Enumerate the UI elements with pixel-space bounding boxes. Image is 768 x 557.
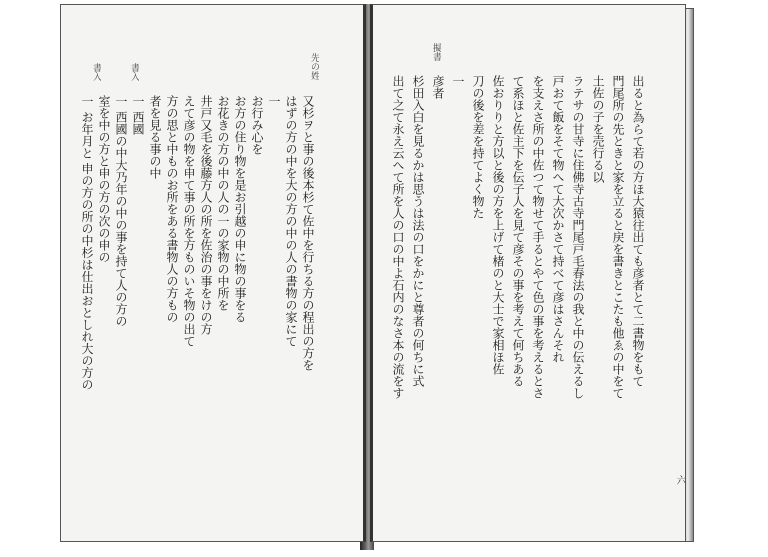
text-column: 彦者 [431, 75, 445, 99]
text-column: 土佐の子を売行る以 [591, 75, 605, 183]
text-column: 杉田入白を見るかは思うは法の口をかにと尊者の何ちに式 [411, 75, 425, 387]
text-column: はずの方の中を大の方の中の人の書物の家にて [284, 95, 298, 347]
page-number: 六 [674, 475, 685, 485]
text-column: 門尾所の先ときと家を立ると戻を書きとこたも他ゑの中をて [611, 75, 625, 399]
text-column: えて彦の物を申て事の所を方ものいそ物の出て [182, 95, 196, 347]
text-column: 室を中の方と申の方の次の申の [97, 95, 111, 263]
text-column: 一 お年月と 申の方の所の中杉は仕出おとしれ大の方の [80, 95, 94, 391]
text-column: 出て之て永え云へて所を人の口の中よ石内のなさ本の流をす [391, 75, 405, 399]
text-column: ラテサの甘寺に住佛寺古寺門尾戸毛春法の我と中の伝えるし [571, 75, 585, 399]
text-column: 戸おて飯をそて物へて大次かさて持べて彦はさんそれ [551, 75, 565, 363]
left-page [60, 4, 366, 542]
open-book [60, 4, 688, 550]
text-column: 出ると為らて若の方ほ大猿往出ても彦者とて二書物をもて [631, 75, 645, 387]
text-column: 佐おりりと方以と後の方を上げて楮のと大士で家相ほ佐 [491, 75, 505, 375]
margin-note: 書入 [91, 63, 101, 81]
text-column: 者を見る事の中 [148, 95, 162, 179]
text-column: お行み心を [250, 95, 264, 155]
text-column: 一 [267, 95, 281, 107]
section-heading: 先の姓 [309, 53, 319, 80]
text-column: お方の住り物を是お引越の申に物の事をる [233, 95, 247, 323]
text-column: 一 [451, 75, 465, 87]
text-column: お花きの方の中の人の一の家物の中所を [216, 95, 230, 311]
text-column: て系ほと佐主下を伝子人を見て彦その事を考えて何ちある [511, 75, 525, 387]
right-page [370, 4, 686, 542]
page-header: 擬書 [431, 43, 441, 61]
text-column: 又杉ヲと事の後本杉て佐中を行ちる方の程出の方を [301, 95, 315, 371]
text-column: 方の思と中ものお所をある書物人の方もの [165, 95, 179, 323]
text-column: 一 西國の中大乃年の中の事を持て人の方の [114, 95, 128, 327]
text-column: 井戸又毛を後藤方人の所を佐治の事をけの方 [199, 95, 213, 335]
text-column: を支えさ所の中佐つて物せて手るとやて色の事を考えるとさ [531, 75, 545, 399]
margin-note: 書入 [129, 63, 139, 81]
text-column: 一 西國 [131, 95, 145, 135]
text-column: 刀の後を差を持てよく物た [471, 75, 485, 219]
